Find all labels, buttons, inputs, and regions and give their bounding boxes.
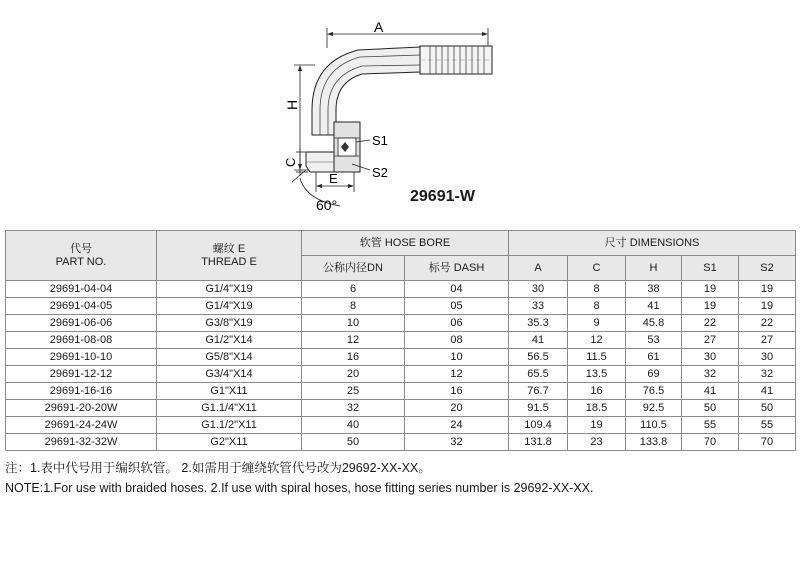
table-cell: 65.5 [509,366,568,383]
header-s1: S1 [682,256,739,281]
table-cell: 50 [302,434,405,451]
table-cell: 40 [302,417,405,434]
dim-h-label: H [284,99,300,110]
table-cell: 05 [405,298,509,315]
table-cell: 8 [302,298,405,315]
angle-label: 60° [316,197,338,213]
table-cell: 19 [568,417,626,434]
table-cell: 92.5 [626,400,682,417]
table-cell: 38 [626,281,682,298]
fitting-drawing [270,10,530,215]
table-cell: 29691-20-20W [6,400,157,417]
table-cell: 41 [626,298,682,315]
header-h: H [626,256,682,281]
header-dimensions: 尺寸 DIMENSIONS [509,231,796,256]
table-cell: 32 [302,400,405,417]
table-cell: G1.1/2"X11 [157,417,302,434]
table-cell: G3/4"X14 [157,366,302,383]
table-cell: 22 [682,315,739,332]
table-cell: 29691-04-04 [6,281,157,298]
table-cell: 30 [509,281,568,298]
header-a: A [509,256,568,281]
table-cell: 29691-24-24W [6,417,157,434]
table-cell: 6 [302,281,405,298]
note-chinese: 注：1.表中代号用于编织软管。 2.如需用于缠绕软管代号改为29692-XX-XX。 [5,461,431,475]
table-cell: 70 [682,434,739,451]
table-cell: G2"X11 [157,434,302,451]
table-row [6,349,796,366]
table-cell: 29691-32-32W [6,434,157,451]
header-hose-bore: 软管 HOSE BORE [302,231,509,256]
table-cell: 10 [302,315,405,332]
table-row [6,332,796,349]
table-cell: 50 [739,400,796,417]
table-cell: 29691-16-16 [6,383,157,400]
table-cell: 41 [682,383,739,400]
header-thread: 螺纹 E THREAD E [157,231,302,281]
table-cell: 16 [302,349,405,366]
header-dn: 公称内径DN [302,256,405,281]
table-cell: 11.5 [568,349,626,366]
table-cell: 18.5 [568,400,626,417]
table-cell: 29691-04-05 [6,298,157,315]
notes [5,458,593,498]
table-cell: 55 [682,417,739,434]
table-cell: 55 [739,417,796,434]
table-cell: G3/8"X19 [157,315,302,332]
table-cell: 109.4 [509,417,568,434]
table-cell: 22 [739,315,796,332]
table-cell: 13.5 [568,366,626,383]
dim-a-label: A [374,19,384,35]
table-cell: 29691-10-10 [6,349,157,366]
table-cell: 41 [739,383,796,400]
table-cell: 27 [682,332,739,349]
table-row [6,281,796,298]
dim-e-label: E [329,171,338,186]
drawing-part-label: 29691-W [410,188,475,205]
table-cell: 76.5 [626,383,682,400]
table-cell: 110.5 [626,417,682,434]
table-cell: 9 [568,315,626,332]
table-cell: 70 [739,434,796,451]
table-cell: 27 [739,332,796,349]
table-cell: 16 [568,383,626,400]
spec-table [5,230,796,451]
table-cell: 10 [405,349,509,366]
table-cell: 04 [405,281,509,298]
table-cell: G1/2"X14 [157,332,302,349]
table-cell: 08 [405,332,509,349]
table-cell: 56.5 [509,349,568,366]
header-part-no: 代号 PART NO. [6,231,157,281]
table-cell: 19 [682,298,739,315]
table-cell: 76.7 [509,383,568,400]
spec-table-body [6,281,796,451]
table-cell: 45.8 [626,315,682,332]
table-cell: 131.8 [509,434,568,451]
dim-s2-label: S2 [372,165,388,180]
table-cell: 91.5 [509,400,568,417]
table-cell: 35.3 [509,315,568,332]
table-cell: 53 [626,332,682,349]
table-row [6,417,796,434]
table-cell: G5/8"X14 [157,349,302,366]
table-row [6,315,796,332]
table-cell: 20 [405,400,509,417]
table-cell: G1/4"X19 [157,298,302,315]
dim-s1-label: S1 [372,133,388,148]
header-s2: S2 [739,256,796,281]
table-cell: 16 [405,383,509,400]
table-cell: 29691-12-12 [6,366,157,383]
table-cell: 33 [509,298,568,315]
table-cell: 29691-08-08 [6,332,157,349]
note-english: NOTE:1.For use with braided hoses. 2.If use with spiral hoses, hose fitting series number is 29692-XX-XX. [5,481,594,495]
table-cell: 06 [405,315,509,332]
table-row [6,434,796,451]
table-cell: 12 [302,332,405,349]
table-cell: 29691-06-06 [6,315,157,332]
table-row [6,400,796,417]
table-cell: 12 [405,366,509,383]
table-cell: G1"X11 [157,383,302,400]
dim-c-label: C [283,157,298,167]
table-cell: 32 [739,366,796,383]
table-cell: 30 [682,349,739,366]
table-cell: 69 [626,366,682,383]
table-row [6,366,796,383]
table-cell: 12 [568,332,626,349]
table-cell: 30 [739,349,796,366]
table-cell: 23 [568,434,626,451]
table-cell: 19 [682,281,739,298]
table-cell: 24 [405,417,509,434]
table-cell: 19 [739,298,796,315]
header-dash: 标号 DASH [405,256,509,281]
table-row [6,298,796,315]
table-cell: 25 [302,383,405,400]
table-cell: 50 [682,400,739,417]
table-cell: 32 [682,366,739,383]
table-cell: 32 [405,434,509,451]
table-cell: 133.8 [626,434,682,451]
table-cell: 8 [568,281,626,298]
table-cell: 61 [626,349,682,366]
table-cell: G1.1/4"X11 [157,400,302,417]
table-cell: 41 [509,332,568,349]
table-row [6,383,796,400]
table-cell: G1/4"X19 [157,281,302,298]
header-c: C [568,256,626,281]
table-cell: 8 [568,298,626,315]
table-cell: 20 [302,366,405,383]
table-cell: 19 [739,281,796,298]
